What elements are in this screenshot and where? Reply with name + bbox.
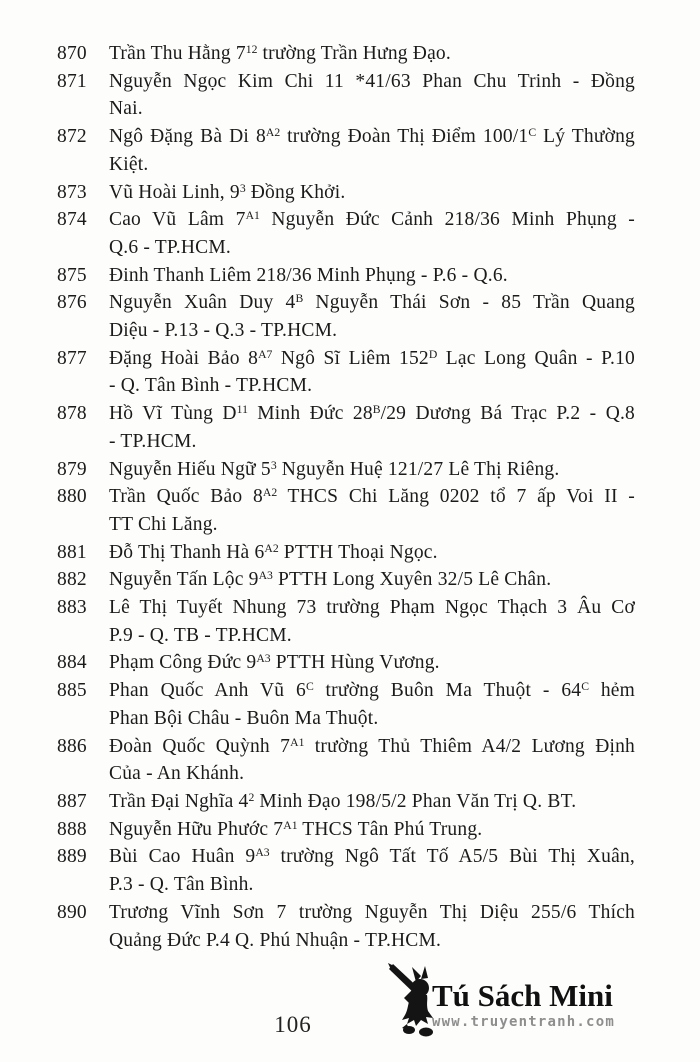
entry-text-line: Nguyễn Hữu Phước $7^{A1}$ THCS Tân Phú Trung. [109,818,483,840]
superscript: 3 [239,181,246,195]
publisher-logo-text [432,958,615,1031]
list-entry [57,456,635,484]
publisher-logo [376,958,615,1048]
entry-text-line: P.9 - Q. TB - TP.HCM. [109,624,292,646]
entry-text-line: Phạm Công Đức $9^{A3}$ PTTH Hùng Vương. [109,652,440,674]
entry-text [109,289,635,344]
entry-text [109,843,635,898]
list-entry [57,677,635,732]
entry-text-line: Đoàn Quốc Quỳnh $7^{A1}$ trường Thủ Thiêm A4/2 Lương Định [109,735,635,757]
entry-text-line: Lê Thị Tuyết Nhung 73 trường Phạm Ngọc Thạch 3 Âu Cơ [109,597,635,619]
entry-text-line: Đặng Hoài Bảo $8^{A7}$ Ngô Sĩ Liêm $152^D$ Lạc Long Quân - P.10 [109,347,635,369]
publisher-name: Tú Sách Mini [432,978,613,1013]
superscript: C [528,126,537,140]
entry-text [109,123,635,178]
list-entry [57,733,635,788]
superscript: A2 [262,486,278,500]
entry-text-line: Cao Vũ Lâm $7^{A1}$ Nguyễn Đức Cảnh 218/36 Minh Phụng - [109,209,635,231]
superscript: 3 [270,458,277,472]
superscript: B [372,403,381,417]
entry-text [109,68,635,123]
entry-text [109,816,635,844]
entry-text [109,40,635,68]
list-entry [57,262,635,290]
entry-text-line: Vũ Hoài Linh, $9^3$ Đồng Khởi. [109,181,346,203]
entry-text [109,594,635,649]
entry-text [109,649,635,677]
entry-number: 889 [57,846,87,868]
superscript: C [581,680,590,694]
entry-number: 886 [57,735,87,757]
entry-number: 874 [57,209,87,231]
entry-number: 884 [57,652,87,674]
entry-text [109,539,635,567]
entry-number: 871 [57,70,87,92]
superscript: 11 [236,403,248,417]
entry-number: 877 [57,347,87,369]
superscript: A1 [290,735,305,749]
superscript: 2 [248,791,255,805]
entry-text-line: Nai. [109,98,143,120]
entry-text-line: Nguyễn Hiếu Ngữ $5^3$ Nguyễn Huệ 121/27 Lê Thị Riêng. [109,458,560,480]
superscript: B [295,292,304,306]
entry-text [109,733,635,788]
entry-text [109,400,635,455]
entry-number: 887 [57,790,87,812]
entry-text-line: Trần Đại Nghĩa $4^2$ Minh Đạo 198/5/2 Phan Văn Trị Q. BT. [109,790,577,812]
entry-text-line: Đỗ Thị Thanh Hà $6^{A2}$ PTTH Thoại Ngọc. [109,541,438,563]
entry-text-line: Quảng Đức P.4 Q. Phú Nhuận - TP.HCM. [109,929,442,951]
superscript: A3 [256,652,271,666]
entry-text-line: TT Chi Lăng. [109,513,218,535]
list-entry [57,566,635,594]
superscript: A2 [264,541,279,555]
entry-text-line: Trần Thu Hằng $7^{12}$ trường Trần Hưng Đạo. [109,43,451,64]
list-entry [57,816,635,844]
superscript: A2 [265,126,281,140]
entry-text-line: P.3 - Q. Tân Bình. [109,874,254,896]
publisher-website: www.truyentranh.com [432,1014,615,1030]
entry-text-line: Trương Vĩnh Sơn 7 trường Nguyễn Thị Diệu 255/6 Thích [109,901,635,923]
entry-number: 883 [57,597,87,619]
entry-text [109,179,635,207]
page-number: 106 [274,1012,312,1037]
entry-text-line: Trần Quốc Bảo $8^{A2}$ THCS Chi Lăng 0202 tổ 7 ấp Voi II - [109,486,635,508]
entry-text-line: Phan Quốc Anh Vũ $6^C$ trường Buôn Ma Thuột - $64^C$ hẻm [109,680,635,702]
entry-text-line: Của - An Khánh. [109,763,245,785]
entry-number: 885 [57,680,87,702]
entry-text [109,788,635,816]
directory-entries-list [57,40,635,954]
list-entry [57,899,635,954]
entry-text-line: Diệu - P.13 - Q.3 - TP.HCM. [109,320,338,342]
list-entry [57,594,635,649]
entry-text [109,566,635,594]
entry-number: 882 [57,569,87,591]
superscript: 12 [245,43,258,57]
list-entry [57,206,635,261]
entry-text-line: Nguyễn Xuân Duy $4^B$ Nguyễn Thái Sơn - 85 Trần Quang [109,292,635,314]
list-entry [57,649,635,677]
list-entry [57,345,635,400]
entry-text-line: Nguyễn Tấn Lộc $9^{A3}$ PTTH Long Xuyên 32/5 Lê Chân. [109,569,552,591]
entry-text-line: Ngô Đặng Bà Di $8^{A2}$ trường Đoàn Thị Điểm $100/1^C$ Lý Thường [109,126,635,148]
entry-text-line: Kiệt. [109,153,149,175]
entry-text-line: Phan Bội Châu - Buôn Ma Thuột. [109,707,379,729]
entry-number: 881 [57,541,87,563]
superscript: A1 [283,818,298,832]
entry-text-line: Nguyễn Ngọc Kim Chi 11 *41/63 Phan Chu Trinh - Đồng [109,70,635,92]
entry-number: 888 [57,818,87,840]
list-entry [57,68,635,123]
list-entry [57,788,635,816]
entry-number: 872 [57,126,87,148]
list-entry [57,289,635,344]
list-entry [57,483,635,538]
entry-text-line: - Q. Tân Bình - TP.HCM. [109,375,313,397]
entry-text [109,899,635,954]
entry-number: 875 [57,264,87,286]
superscript: D [428,347,438,361]
superscript: A1 [245,209,260,223]
list-entry [57,179,635,207]
entry-number: 880 [57,486,87,508]
entry-text-line: Bùi Cao Huân $9^{A3}$ trường Ngô Tất Tố A5/5 Bùi Thị Xuân, [109,846,636,868]
entry-text [109,456,635,484]
entry-number: 890 [57,901,87,923]
entry-text-line: Q.6 - TP.HCM. [109,236,231,258]
chibi-swordsman-silhouette-icon [376,958,436,1048]
list-entry [57,40,635,68]
entry-text [109,262,635,290]
entry-number: 870 [57,43,87,64]
entry-number: 873 [57,181,87,203]
superscript: C [305,680,314,694]
superscript: A7 [258,347,273,361]
entry-number: 878 [57,403,87,425]
list-entry [57,539,635,567]
entry-text [109,206,635,261]
list-entry [57,843,635,898]
superscript: A3 [258,569,273,583]
entry-text-line: Hồ Vĩ Tùng $D^{11}$ Minh Đức $28^B/29$ Dương Bá Trạc P.2 - Q.8 [109,403,635,425]
entry-text-line: - TP.HCM. [109,430,197,452]
list-entry [57,123,635,178]
list-entry [57,400,635,455]
entry-text [109,345,635,400]
entry-number: 879 [57,458,87,480]
superscript: A3 [255,846,270,860]
entry-number: 876 [57,292,87,314]
entry-text-line: Đinh Thanh Liêm 218/36 Minh Phụng - P.6 - Q.6. [109,264,508,286]
entry-text [109,677,635,732]
entry-text [109,483,635,538]
